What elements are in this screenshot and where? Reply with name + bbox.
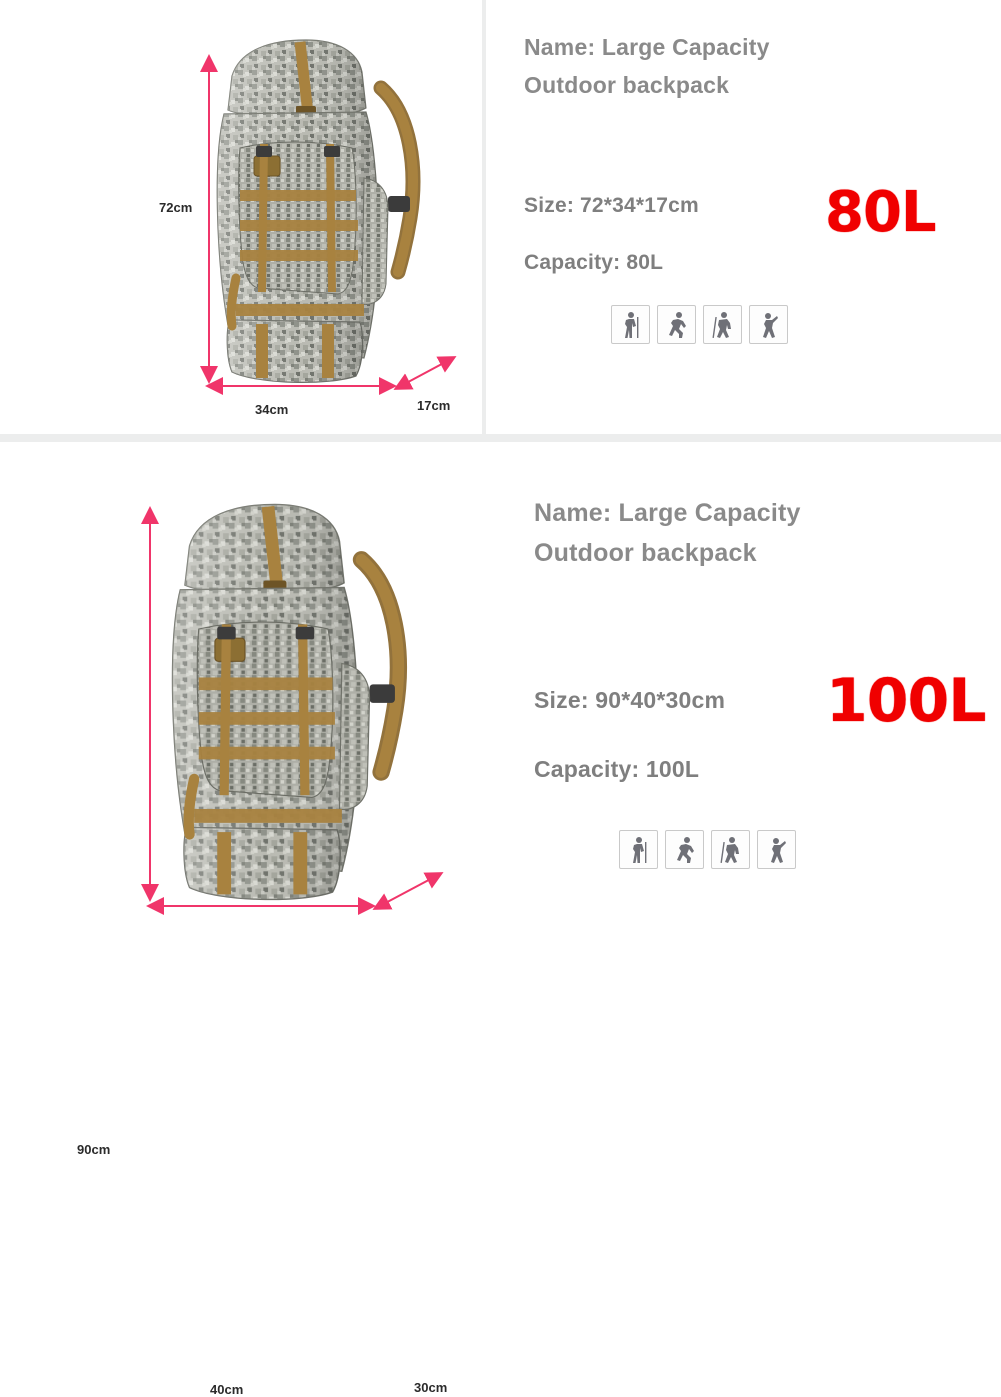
- dimension-arrows-100l: [128, 502, 548, 952]
- dimension-width-100l: 40cm: [210, 1382, 244, 1397]
- product-capacity-80l: Capacity: 80L: [524, 251, 664, 274]
- product-capacity-100l: Capacity: 100L: [534, 756, 700, 782]
- dimension-height-100l: 90cm: [77, 1142, 111, 1157]
- panel-divider-horizontal: [0, 434, 1001, 442]
- climbing-icon: [757, 830, 796, 869]
- product-name-line1-80l: Name: Large Capacity: [524, 34, 770, 60]
- liters-badge-100l: 100L: [826, 666, 986, 736]
- panel-80l: [0, 0, 1001, 434]
- trekking-icon: [711, 830, 750, 869]
- running-icon: [665, 830, 704, 869]
- panel-100l: [0, 442, 1001, 1397]
- dimension-depth-80l: 17cm: [417, 398, 451, 413]
- panel-divider-vertical-top: [482, 0, 486, 434]
- dimension-height-80l: 72cm: [159, 200, 193, 215]
- product-size-100l: Size: 90*40*30cm: [534, 687, 726, 713]
- running-icon: [657, 305, 696, 344]
- climbing-icon: [749, 305, 788, 344]
- product-name-line2-100l: Outdoor backpack: [534, 539, 757, 567]
- product-name-line2-80l: Outdoor backpack: [524, 72, 730, 98]
- trekking-icon: [703, 305, 742, 344]
- dimension-depth-100l: 30cm: [414, 1380, 448, 1395]
- activity-icons-80l: [611, 305, 788, 344]
- product-size-80l: Size: 72*34*17cm: [524, 194, 699, 217]
- activity-icons-100l: [619, 830, 796, 869]
- hiking-icon: [619, 830, 658, 869]
- dimension-width-80l: 34cm: [255, 402, 289, 417]
- liters-badge-80l: 80L: [825, 180, 936, 245]
- dimension-arrows-80l: [185, 48, 605, 428]
- hiking-icon: [611, 305, 650, 344]
- product-name-line1-100l: Name: Large Capacity: [534, 499, 801, 527]
